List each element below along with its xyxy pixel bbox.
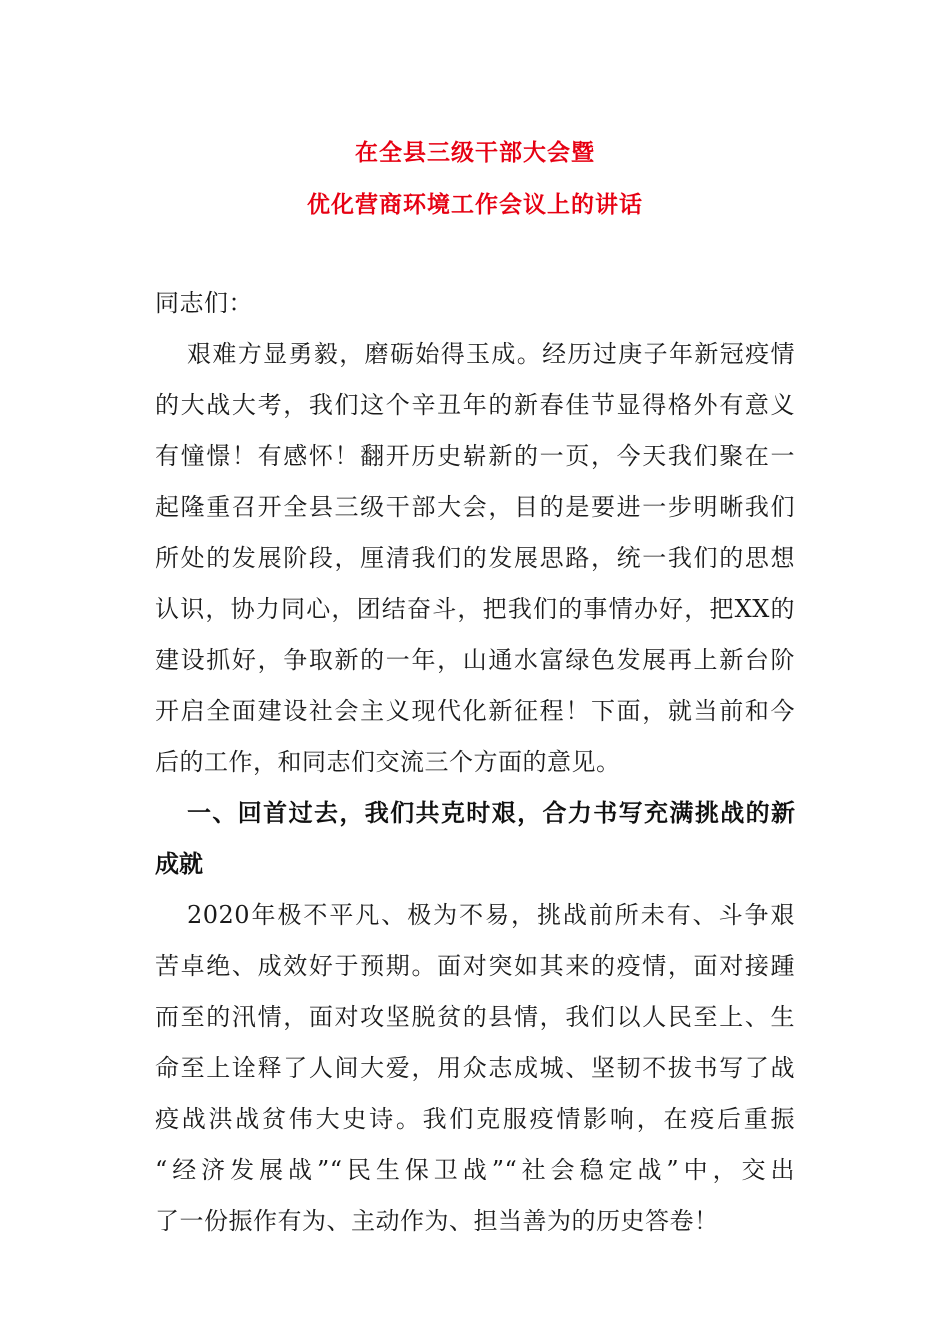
document-title-line-1: 在全县三级干部大会暨 [355, 140, 595, 166]
paragraph-2-line: 命至上诠释了人间大爱，用众志成城、坚韧不拔书写了战 [155, 1054, 795, 1082]
paragraph-2-line: “经济发展战”“民生保卫战”“社会稳定战”中，交出 [155, 1156, 795, 1184]
paragraph-1-line: 艰难方显勇毅，磨砺始得玉成。经历过庚子年新冠疫情 [187, 340, 795, 368]
paragraph-1-line: 的大战大考，我们这个辛丑年的新春佳节显得格外有意义 [155, 391, 795, 419]
salutation: 同志们： [155, 289, 253, 317]
paragraph-2-line: 苦卓绝、成效好于预期。面对突如其来的疫情，面对接踵 [155, 952, 795, 980]
document-title-line-2: 优化营商环境工作会议上的讲话 [307, 192, 643, 218]
paragraph-1-line: 开启全面建设社会主义现代化新征程！下面，就当前和今 [155, 697, 795, 725]
paragraph-2-line: 2020年极不平凡、极为不易，挑战前所未有、斗争艰 [187, 901, 795, 929]
section-1-heading: 一、回首过去，我们共克时艰，合力书写充满挑战的新 [187, 799, 795, 827]
paragraph-2-line: 而至的汛情，面对攻坚脱贫的县情，我们以人民至上、生 [155, 1003, 795, 1031]
paragraph-1-line: 建设抓好，争取新的一年，山通水富绿色发展再上新台阶 [155, 646, 795, 674]
paragraph-1-line: 认识，协力同心，团结奋斗，把我们的事情办好，把XX的 [155, 595, 795, 623]
paragraph-1-line: 有憧憬！有感怀！翻开历史崭新的一页，今天我们聚在一 [155, 442, 795, 470]
paragraph-2-line: 了一份振作有为、主动作为、担当善为的历史答卷！ [155, 1207, 719, 1235]
paragraph-1-line: 后的工作，和同志们交流三个方面的意见。 [155, 748, 621, 776]
paragraph-1-line: 起隆重召开全县三级干部大会，目的是要进一步明晰我们 [155, 493, 795, 521]
paragraph-1-line: 所处的发展阶段，厘清我们的发展思路，统一我们的思想 [155, 544, 795, 572]
paragraph-2-line: 疫战洪战贫伟大史诗。我们克服疫情影响，在疫后重振 [155, 1105, 795, 1133]
section-1-heading: 成就 [155, 850, 203, 878]
